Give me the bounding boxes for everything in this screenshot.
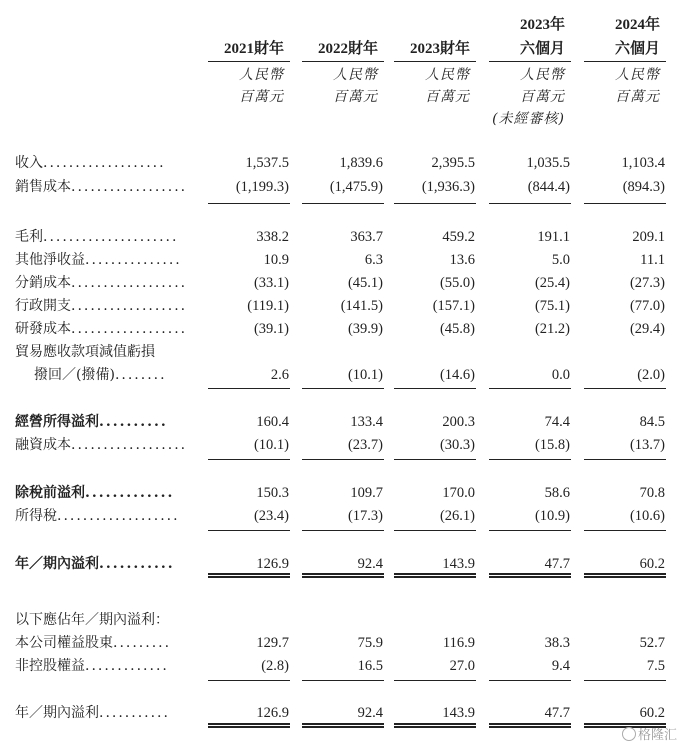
row-other-income: 其他淨收益............... 10.9 6.3 13.6 5.0 11.1 — [0, 249, 681, 271]
total-double-rule — [302, 723, 384, 728]
cell: (39.9) — [347, 321, 383, 337]
subtotal-rule — [208, 459, 290, 460]
cell: 9.4 — [551, 658, 570, 674]
cell: 1,537.5 — [245, 155, 289, 171]
cell: (27.3) — [629, 275, 665, 291]
subtotal-rule — [208, 388, 290, 389]
total-double-rule — [489, 573, 571, 578]
watermark-text: 格隆汇 — [637, 728, 677, 743]
unit-scale: 百萬元 — [333, 89, 378, 105]
cell: 70.8 — [639, 485, 665, 501]
row-label: 其他淨收益 — [15, 252, 85, 268]
subtotal-rule — [208, 680, 290, 681]
cell: (844.4) — [527, 179, 570, 195]
cell: (45.8) — [439, 321, 475, 337]
unaudited-note: (未經審核) — [492, 111, 565, 127]
cell: (26.1) — [439, 508, 475, 524]
cell: 38.3 — [544, 635, 570, 651]
subtotal-rule — [208, 203, 290, 204]
row-equity-shareholders: 本公司權益股東......... 129.7 75.9 116.9 38.3 52.7 — [0, 632, 681, 654]
cell: 52.7 — [639, 635, 665, 651]
subtotal-rule — [302, 203, 384, 204]
watermark — [622, 724, 677, 743]
cell: 2.6 — [270, 367, 289, 383]
cell: 60.2 — [639, 705, 665, 721]
row-non-controlling: 非控股權益............. (2.8) 16.5 27.0 9.4 7.5 — [0, 655, 681, 677]
row-impairment: 撥回／(撥備)........ 2.6 (10.1) (14.6) 0.0 (2.0) — [0, 364, 681, 386]
watermark-logo-icon — [622, 727, 636, 741]
cell: 200.3 — [442, 414, 475, 430]
cell: (21.2) — [534, 321, 570, 337]
subtotal-rule — [394, 530, 476, 531]
subtotal-rule — [394, 680, 476, 681]
cell: 126.9 — [256, 705, 289, 721]
cell: (10.9) — [534, 508, 570, 524]
cell: 75.9 — [357, 635, 383, 651]
header-year: 2022財年 — [317, 41, 378, 57]
row-finance-costs: 融資成本.................. (10.1) (23.7) (30.3) (15.8) (13.7) — [0, 434, 681, 456]
cell: (77.0) — [629, 298, 665, 314]
row-admin-expenses: 行政開支.................. (119.1) (141.5) (157.1) (75.1) (77.0) — [0, 295, 681, 317]
cell: (119.1) — [247, 298, 289, 314]
cell: 160.4 — [256, 414, 289, 430]
cell: (23.7) — [347, 437, 383, 453]
subtotal-rule — [489, 680, 571, 681]
subtotal-rule — [584, 388, 666, 389]
row-label: 所得稅 — [15, 508, 57, 524]
subtotal-rule — [584, 530, 666, 531]
cell: 47.7 — [544, 705, 570, 721]
cell: (1,199.3) — [235, 179, 289, 195]
subtotal-rule — [208, 530, 290, 531]
cell: (10.1) — [347, 367, 383, 383]
row-cost-of-sales: 銷售成本.................. (1,199.3) (1,475.9) (1,936.3) (844.4) (894.3) — [0, 176, 681, 198]
cell: 84.5 — [639, 414, 665, 430]
row-profit-for-period-total: 年／期內溢利........... 126.9 92.4 143.9 47.7 60.2 — [0, 702, 681, 724]
row-label: 融資成本 — [15, 437, 71, 453]
subtotal-rule — [584, 203, 666, 204]
header-rule — [489, 61, 571, 62]
header-year: 2023財年 — [409, 41, 470, 57]
cell: 16.5 — [357, 658, 383, 674]
cell: (14.6) — [439, 367, 475, 383]
cell: 133.4 — [350, 414, 383, 430]
row-profit-for-period: 年／期內溢利........... 126.9 92.4 143.9 47.7 60.2 — [0, 553, 681, 575]
subtotal-rule — [302, 388, 384, 389]
unit-currency: 人民幣 — [520, 67, 565, 83]
cell: 13.6 — [449, 252, 475, 268]
row-label: 年／期內溢利 — [15, 556, 99, 572]
header-year: 2021財年 — [223, 41, 284, 57]
header-col-2022 — [298, 38, 378, 60]
row-label: 研發成本 — [15, 321, 71, 337]
cell: 92.4 — [357, 556, 383, 572]
header-col-2023 — [390, 38, 470, 60]
total-double-rule — [394, 723, 476, 728]
total-double-rule — [584, 573, 666, 578]
cell: (25.4) — [534, 275, 570, 291]
row-label: 年／期內溢利 — [15, 705, 99, 721]
row-profit-before-tax: 除稅前溢利............. 150.3 109.7 170.0 58.6 70.8 — [0, 482, 681, 504]
row-label: 行政開支 — [15, 298, 71, 314]
cell: 363.7 — [350, 229, 383, 245]
cell: (157.1) — [432, 298, 475, 314]
header-period: 六個月 — [614, 41, 660, 57]
cell: 129.7 — [256, 635, 289, 651]
cell: (1,936.3) — [421, 179, 475, 195]
row-rnd-costs: 研發成本.................. (39.1) (39.9) (45.8) (21.2) (29.4) — [0, 318, 681, 340]
row-distribution-costs: 分銷成本.................. (33.1) (45.1) (55.0) (25.4) (27.3) — [0, 272, 681, 294]
subtotal-rule — [302, 680, 384, 681]
subtotal-rule — [489, 530, 571, 531]
header-col-2024-6m — [580, 14, 660, 60]
unit-currency: 人民幣 — [333, 67, 378, 83]
header-unit-2021 — [204, 64, 284, 108]
cell: 10.9 — [263, 252, 289, 268]
header-col-2023-6m — [485, 14, 565, 60]
header-year: 2024年 — [614, 17, 660, 33]
row-label: 以下應佔年／期內溢利： — [15, 612, 169, 628]
subtotal-rule — [489, 459, 571, 460]
cell: 27.0 — [449, 658, 475, 674]
cell: 1,839.6 — [339, 155, 383, 171]
cell: 60.2 — [639, 556, 665, 572]
header-period: 六個月 — [519, 41, 565, 57]
row-label: 撥回／(撥備) — [34, 367, 115, 383]
total-double-rule — [208, 723, 290, 728]
cell: 6.3 — [364, 252, 383, 268]
cell: 58.6 — [544, 485, 570, 501]
unit-currency: 人民幣 — [239, 67, 284, 83]
subtotal-rule — [489, 203, 571, 204]
unit-scale: 百萬元 — [520, 89, 565, 105]
row-income-tax: 所得稅................... (23.4) (17.3) (26.1) (10.9) (10.6) — [0, 505, 681, 527]
cell: 338.2 — [256, 229, 289, 245]
cell: (10.6) — [629, 508, 665, 524]
subtotal-rule — [394, 459, 476, 460]
cell: 11.1 — [640, 252, 665, 268]
row-label: 分銷成本 — [15, 275, 71, 291]
cell: (30.3) — [439, 437, 475, 453]
subtotal-rule — [489, 388, 571, 389]
row-attributable-heading — [0, 609, 681, 631]
row-label: 除稅前溢利 — [15, 485, 85, 501]
cell: 5.0 — [551, 252, 570, 268]
row-label: 銷售成本 — [15, 179, 71, 195]
cell: 170.0 — [442, 485, 475, 501]
cell: (33.1) — [253, 275, 289, 291]
cell: (2.8) — [261, 658, 289, 674]
row-revenue: 收入................... 1,537.5 1,839.6 2,395.5 1,035.5 1,103.4 — [0, 152, 681, 174]
cell: 1,035.5 — [526, 155, 570, 171]
cell: (894.3) — [622, 179, 665, 195]
cell: 459.2 — [442, 229, 475, 245]
header-unit-2022 — [298, 64, 378, 108]
cell: 126.9 — [256, 556, 289, 572]
row-label: 貿易應收款項減值虧損 — [15, 344, 155, 360]
header-rule — [584, 61, 666, 62]
cell: (55.0) — [439, 275, 475, 291]
row-gross-profit: 毛利..................... 338.2 363.7 459.2 191.1 209.1 — [0, 226, 681, 248]
cell: (23.4) — [253, 508, 289, 524]
unit-scale: 百萬元 — [425, 89, 470, 105]
unit-scale: 百萬元 — [239, 89, 284, 105]
total-double-rule — [208, 573, 290, 578]
cell: 109.7 — [350, 485, 383, 501]
cell: (141.5) — [340, 298, 383, 314]
cell: 47.7 — [544, 556, 570, 572]
cell: 2,395.5 — [431, 155, 475, 171]
subtotal-rule — [302, 459, 384, 460]
cell: 150.3 — [256, 485, 289, 501]
cell: 209.1 — [632, 229, 665, 245]
cell: 143.9 — [442, 705, 475, 721]
cell: 1,103.4 — [621, 155, 665, 171]
subtotal-rule — [394, 388, 476, 389]
cell: (29.4) — [629, 321, 665, 337]
header-unit-2023-6m — [480, 64, 565, 130]
header-col-2021 — [204, 38, 284, 60]
header-rule — [302, 61, 384, 62]
row-impairment-label — [0, 341, 681, 363]
unit-currency: 人民幣 — [425, 67, 470, 83]
header-year: 2023年 — [519, 17, 565, 33]
row-label: 毛利 — [15, 229, 43, 245]
cell: 191.1 — [537, 229, 570, 245]
row-label: 非控股權益 — [15, 658, 85, 674]
cell: 143.9 — [442, 556, 475, 572]
total-double-rule — [394, 573, 476, 578]
subtotal-rule — [584, 459, 666, 460]
row-label: 本公司權益股東 — [15, 635, 113, 651]
cell: (17.3) — [347, 508, 383, 524]
total-double-rule — [489, 723, 571, 728]
cell: 92.4 — [357, 705, 383, 721]
header-rule — [208, 61, 290, 62]
row-label: 經營所得溢利 — [15, 414, 99, 430]
cell: (1,475.9) — [329, 179, 383, 195]
header-unit-2023 — [390, 64, 470, 108]
cell: 7.5 — [646, 658, 665, 674]
cell: (10.1) — [253, 437, 289, 453]
cell: (2.0) — [637, 367, 665, 383]
unit-scale: 百萬元 — [615, 89, 660, 105]
cell: (75.1) — [534, 298, 570, 314]
header-unit-2024-6m — [580, 64, 660, 108]
row-operating-profit: 經營所得溢利.......... 160.4 133.4 200.3 74.4 84.5 — [0, 411, 681, 433]
subtotal-rule — [394, 203, 476, 204]
cell: 0.0 — [551, 367, 570, 383]
subtotal-rule — [302, 530, 384, 531]
cell: (39.1) — [253, 321, 289, 337]
header-rule — [394, 61, 476, 62]
subtotal-rule — [584, 680, 666, 681]
row-label: 收入 — [15, 155, 43, 171]
total-double-rule — [302, 573, 384, 578]
cell: 116.9 — [442, 635, 475, 651]
cell: (13.7) — [629, 437, 665, 453]
cell: (45.1) — [347, 275, 383, 291]
cell: (15.8) — [534, 437, 570, 453]
unit-currency: 人民幣 — [615, 67, 660, 83]
cell: 74.4 — [544, 414, 570, 430]
